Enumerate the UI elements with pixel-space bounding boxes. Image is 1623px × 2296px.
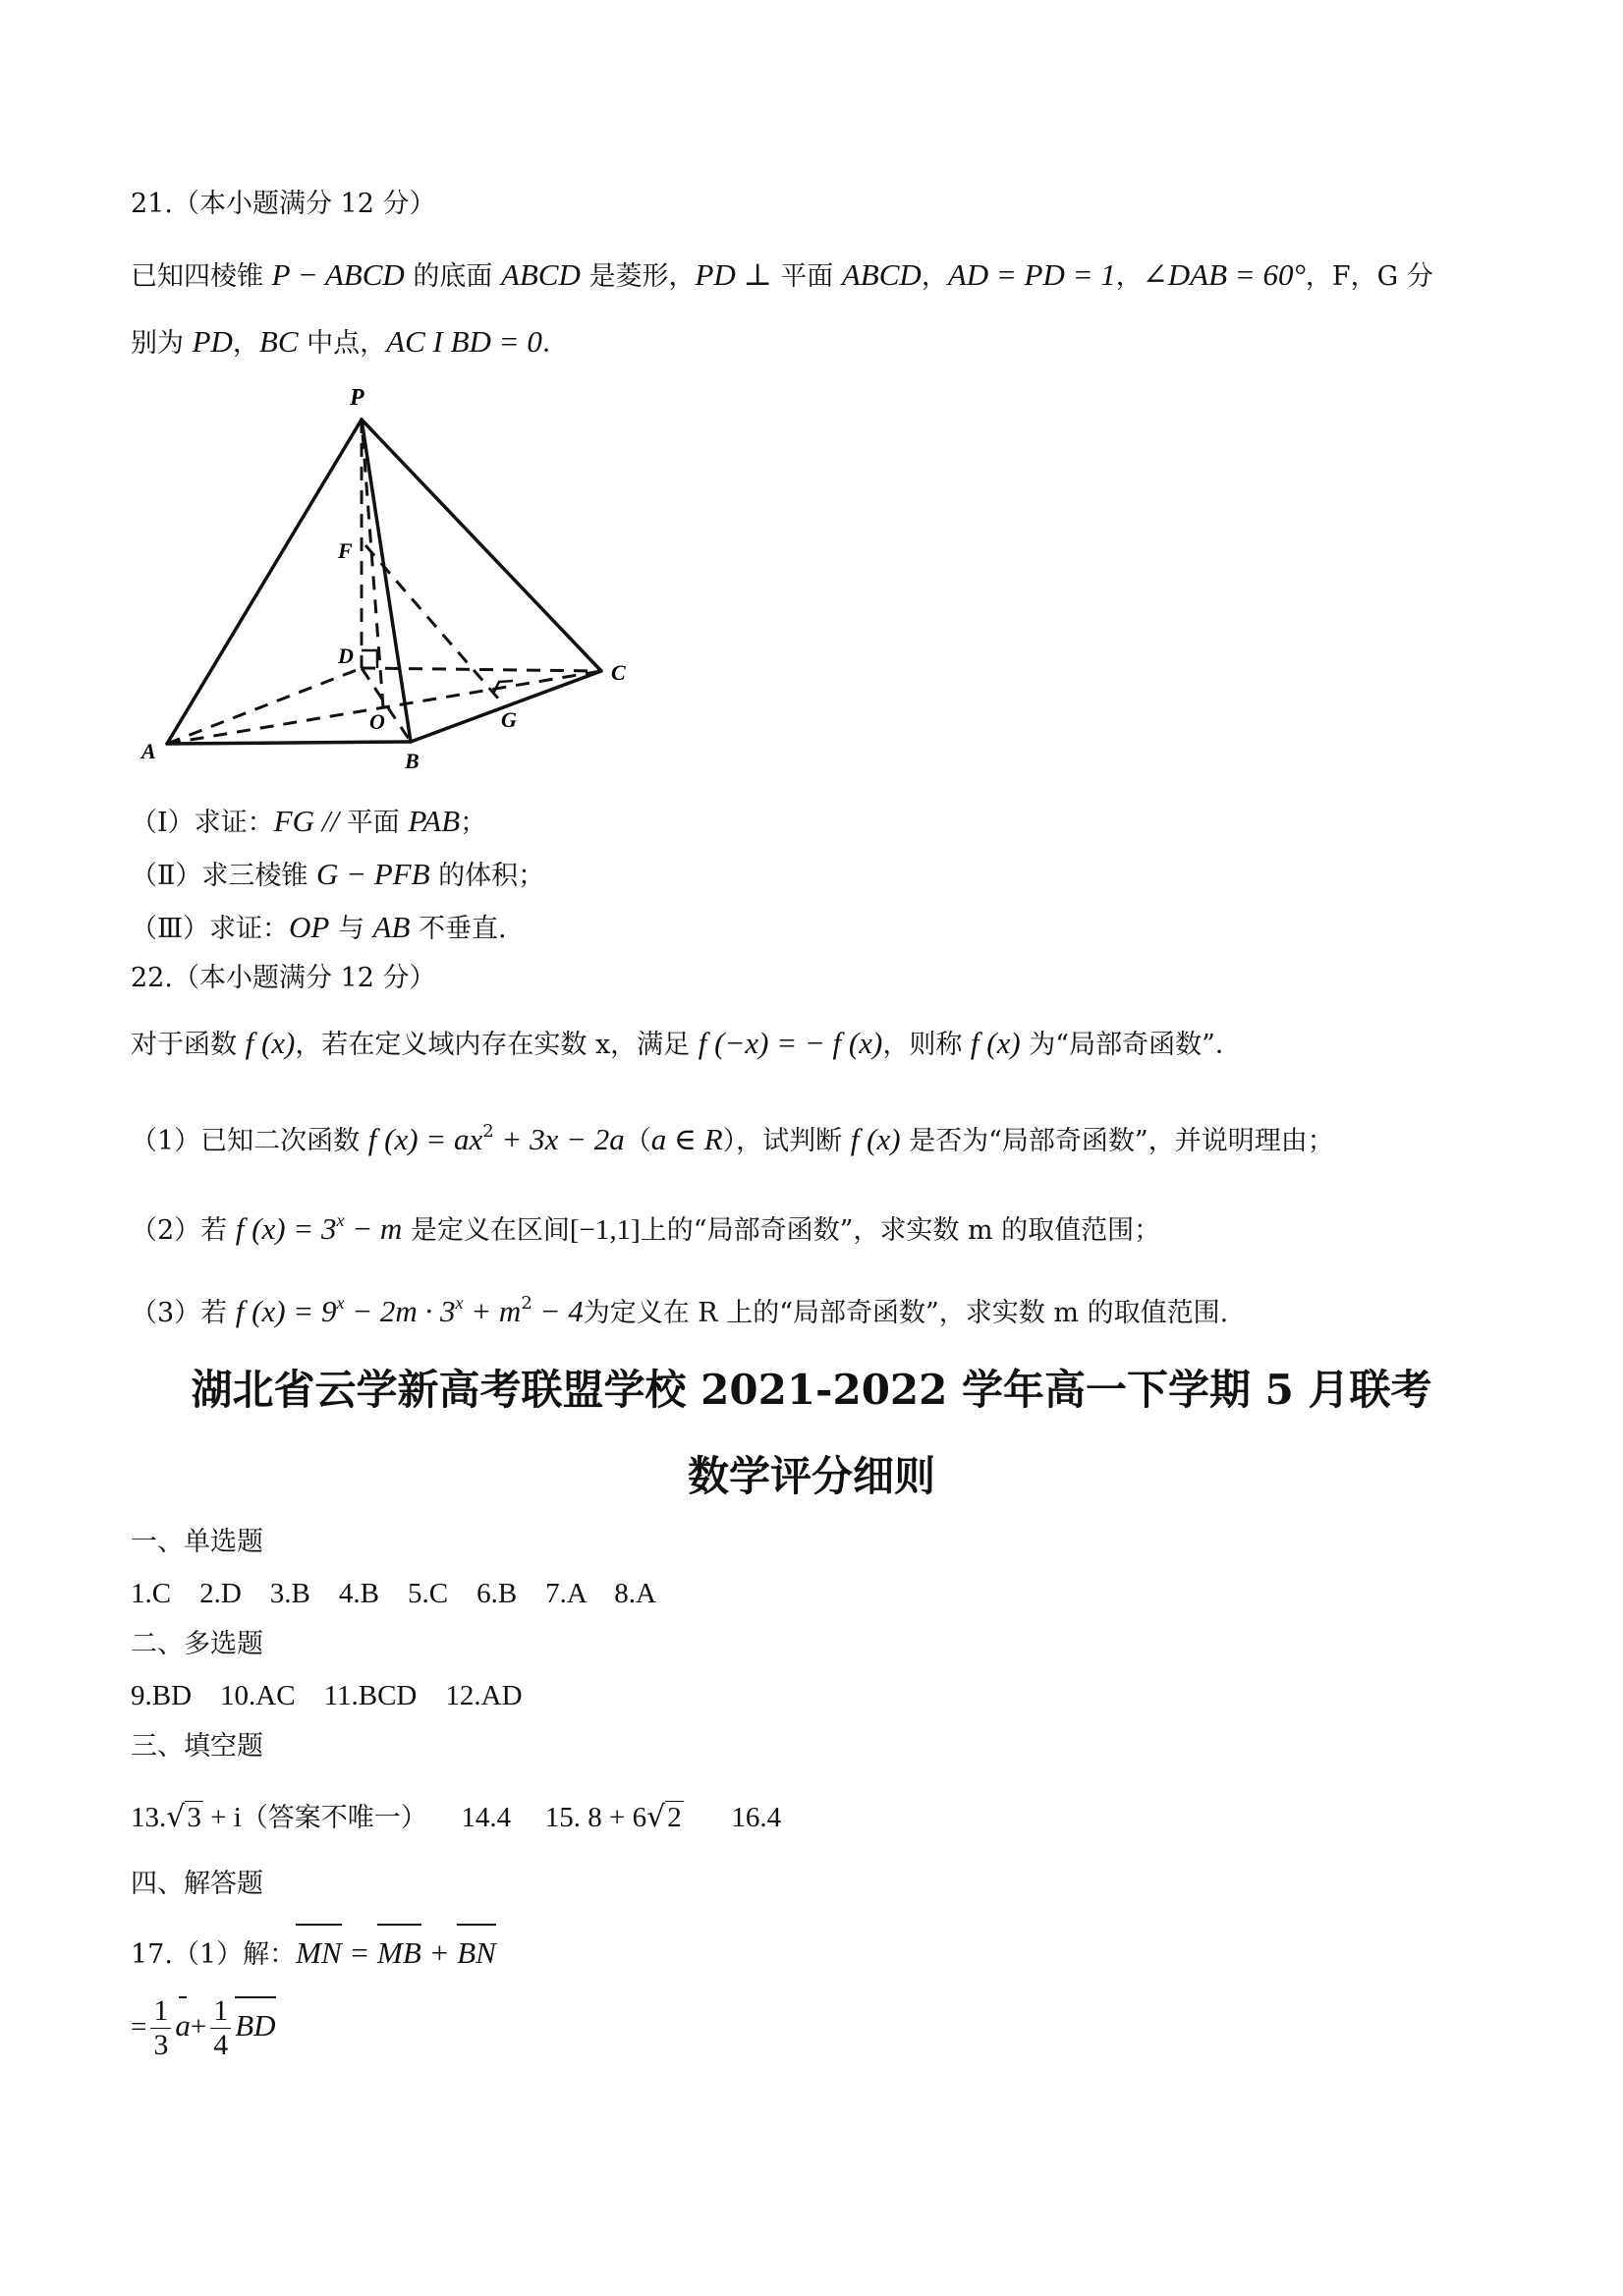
edge-AB (167, 742, 411, 744)
q22-part3: （3）若 f $(x) = 9^x - 2m \cdot 3^x + m^2 - 4$为定义在 R 上的“局部奇函数”，求实数 m 的取值范围. (131, 1293, 1229, 1328)
answer-key-subtitle: 数学评分细则 (687, 1452, 935, 1500)
solution-17-line1: 17.（1）解： MN = MB + BN (131, 1935, 496, 1973)
fraction-one-third: $\frac{1}{3}$ (150, 1994, 171, 2062)
edge-PA (167, 420, 362, 744)
q22-part2: （2）若 f $(x) = 3^x - m$ 是定义在区间[−1,1]上的“局部奇函数”，求实数 m 的取值范围； (131, 1210, 1161, 1246)
edge-PC (362, 420, 601, 671)
q21-header: 21.（本小题满分 12 分） (131, 189, 436, 219)
vector-MB: MB (377, 1935, 421, 1971)
right-angle-mark-D (362, 650, 377, 668)
label-C: C (611, 660, 626, 685)
sqrt-2: √2 (646, 1800, 682, 1834)
solution-17-line2: = $\frac{1}{3}$ a+ $\frac{1}{4}$ BD (131, 1994, 276, 2061)
q21-part2: （Ⅱ）求三棱锥 G − PFB 的体积； (131, 857, 545, 891)
fraction-one-quarter: $\frac{1}{4}$ (210, 1994, 231, 2062)
q22-stem: 对于函数 f (x)，若在定义域内存在实数 x，满足 f (−x) = − f (x)，则称 f (x) 为“局部奇函数”． (131, 1026, 1242, 1060)
label-A: A (141, 739, 156, 763)
edge-DC (362, 668, 601, 671)
single-choice-answers: 1.C 2.D 3.B 4.B 5.C 6.B 7.A 8.A (131, 1578, 656, 1609)
edge-AD (167, 668, 362, 744)
q21-stem-line1: 已知四棱锥 P − ABCD 的底面 ABCD 是菱形，PD ⊥ 平面 ABCD，AD = PD = 1，∠DAB = 60°，F，G 分 (131, 257, 1433, 292)
section-single-choice: 一、单选题 (131, 1527, 263, 1557)
vector-BD: BD (235, 2008, 275, 2044)
q21-part3: （Ⅲ）求证：OP 与 AB 不垂直. (131, 910, 507, 944)
segment-FG (365, 545, 506, 707)
label-P: P (350, 385, 364, 411)
q22-part1: （1）已知二次函数 f $(x) = ax^2 + 3x - 2a(a$ ∈ R），试判断 f (x) 是否为“局部奇函数”，并说明理由； (131, 1121, 1334, 1156)
vector-BN: BN (457, 1935, 496, 1971)
section-solutions: 四、解答题 (131, 1869, 263, 1899)
vector-MN: MN (296, 1935, 342, 1971)
edge-PB (362, 420, 411, 742)
fill-blank-answers: 13.√3 + i（答案不唯一） 14.4 15. 8 + 6√2 16.4 (131, 1800, 782, 1834)
pyramid-figure (138, 383, 648, 776)
section-multi-choice: 二、多选题 (131, 1629, 263, 1659)
segment-OP (362, 420, 383, 707)
q21-part1: （Ⅰ）求证：FG // 平面 PAB； (131, 804, 487, 838)
section-fill-blank: 三、填空题 (131, 1731, 263, 1762)
label-B: B (405, 749, 420, 773)
multi-choice-answers: 9.BD 10.AC 11.BCD 12.AD (131, 1680, 523, 1711)
label-O: O (369, 709, 385, 734)
q22-header: 22.（本小题满分 12 分） (131, 963, 436, 993)
answer-key-title: 湖北省云学新高考联盟学校 2021-2022 学年高一下学期 5 月联考 (191, 1366, 1432, 1414)
label-D: D (338, 644, 354, 668)
label-F: F (338, 538, 353, 563)
sqrt-3: √3 (166, 1800, 201, 1834)
label-G: G (501, 707, 517, 732)
q21-stem-line2: 别为 PD，BC 中点，AC I BD = 0． (131, 324, 569, 359)
vector-a: a (175, 2008, 191, 2044)
